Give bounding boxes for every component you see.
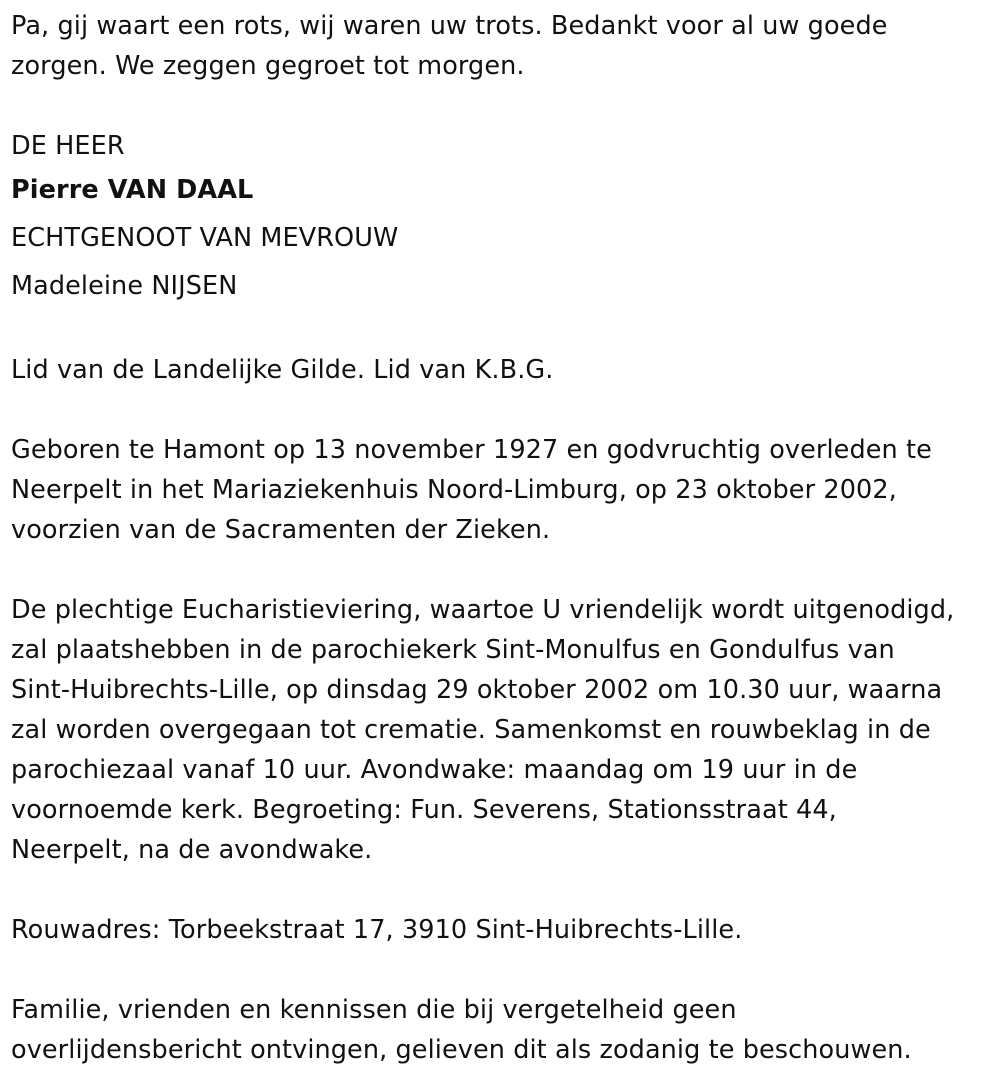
mourning-address: Rouwadres: Torbeekstraat 17, 3910 Sint-Huibrechts-Lille. — [11, 915, 743, 945]
memberships-text: Lid van de Landelijke Gilde. Lid van K.B.G. — [11, 355, 554, 385]
paragraph-line: voornoemde kerk. Begroeting: Fun. Severens, Stationsstraat 44, — [11, 795, 837, 825]
paragraph-line: parochiezaal vanaf 10 uur. Avondwake: maandag om 19 uur in de — [11, 755, 858, 785]
name-block — [11, 126, 996, 310]
birth-death-paragraph — [11, 430, 996, 550]
paragraph-line: zal worden overgegaan tot crematie. Samenkomst en rouwbeklag in de — [11, 715, 931, 745]
paragraph-line: Geboren te Hamont op 13 november 1927 en godvruchtig overleden te — [11, 435, 932, 465]
closing-paragraph — [11, 990, 996, 1070]
paragraph-line: Sint-Huibrechts-Lille, op dinsdag 29 oktober 2002 om 10.30 uur, waarna — [11, 675, 943, 705]
paragraph-line: zal plaatshebben in de parochiekerk Sint-Monulfus en Gondulfus van — [11, 635, 895, 665]
obituary-notice — [11, 6, 996, 1070]
service-paragraph — [11, 590, 996, 870]
honorific-title: DE HEER — [11, 131, 125, 161]
intro-verse — [11, 6, 996, 86]
paragraph-line: voorzien van de Sacramenten der Zieken. — [11, 515, 551, 545]
paragraph-line: Neerpelt in het Mariaziekenhuis Noord-Limburg, op 23 oktober 2002, — [11, 475, 897, 505]
spouse-name: Madeleine NIJSEN — [11, 271, 238, 301]
intro-line: zorgen. We zeggen gegroet tot morgen. — [11, 51, 525, 81]
paragraph-line: Neerpelt, na de avondwake. — [11, 835, 373, 865]
intro-line: Pa, gij waart een rots, wij waren uw trots. Bedankt voor al uw goede — [11, 11, 888, 41]
paragraph-line: Familie, vrienden en kennissen die bij vergetelheid geen — [11, 995, 737, 1025]
paragraph-line: overlijdensbericht ontvingen, gelieven dit als zodanig te beschouwen. — [11, 1035, 912, 1065]
deceased-name: Pierre VAN DAAL — [11, 175, 254, 205]
relation-label: ECHTGENOOT VAN MEVROUW — [11, 223, 399, 253]
paragraph-line: De plechtige Eucharistieviering, waartoe U vriendelijk wordt uitgenodigd, — [11, 595, 955, 625]
